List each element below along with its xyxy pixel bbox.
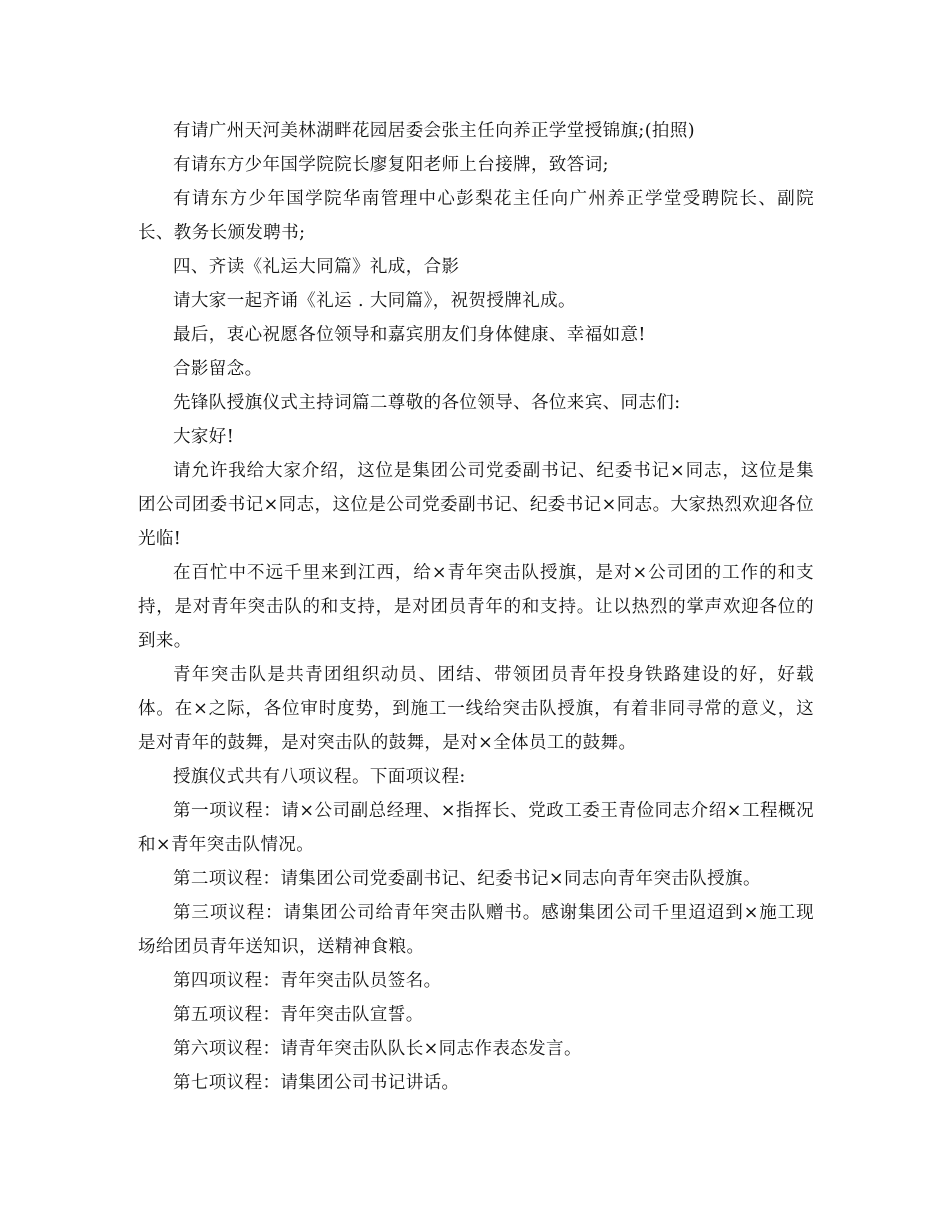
agenda-item: 第三项议程：请集团公司给青年突击队赠书。感谢集团公司千里迢迢到×施工现场给团员青年送知识，送精神食粮。 xyxy=(138,903,814,957)
paragraph: 四、齐读《礼运大同篇》礼成，合影 xyxy=(173,257,460,277)
agenda-item: 第七项议程：请集团公司书记讲话。 xyxy=(173,1073,460,1093)
paragraph: 授旗仪式共有八项议程。下面项议程: xyxy=(173,767,466,787)
agenda-item: 第五项议程：青年突击队宣誓。 xyxy=(173,1005,424,1025)
paragraph: 青年突击队是共青团组织动员、团结、带领团员青年投身铁路建设的好，好载体。在×之际，各位审时度势，到施工一线给突击队授旗，有着非同寻常的意义，这是对青年的鼓舞，是对突击队的鼓舞，是对×全体员工的鼓舞。 xyxy=(138,665,814,753)
paragraph: 合影留念。 xyxy=(173,359,263,379)
agenda-item: 第一项议程：请×公司副总经理、×指挥长、党政工委王青俭同志介绍×工程概况和×青年突击队情况。 xyxy=(138,801,814,855)
paragraph: 请允许我给大家介绍，这位是集团公司党委副书记、纪委书记×同志，这位是集团公司团委书记×同志，这位是公司党委副书记、纪委书记×同志。大家热烈欢迎各位光临! xyxy=(138,461,814,549)
paragraph: 有请广州天河美林湖畔花园居委会张主任向养正学堂授锦旗;(拍照) xyxy=(173,121,695,141)
agenda-item: 第二项议程：请集团公司党委副书记、纪委书记×同志向青年突击队授旗。 xyxy=(173,869,761,889)
agenda-item: 第六项议程：请青年突击队队长×同志作表态发言。 xyxy=(173,1039,582,1059)
section-heading: 先锋队授旗仪式主持词篇二尊敬的各位领导、各位来宾、同志们: xyxy=(173,393,681,413)
paragraph: 在百忙中不远千里来到江西，给×青年突击队授旗，是对×公司团的工作的和支持，是对青年突击队的和支持，是对团员青年的和支持。让以热烈的掌声欢迎各位的到来。 xyxy=(138,563,814,651)
paragraph: 有请东方少年国学院院长廖复阳老师上台接牌，致答词; xyxy=(173,155,609,175)
paragraph: 最后，衷心祝愿各位领导和嘉宾朋友们身体健康、幸福如意! xyxy=(173,325,646,345)
paragraph: 请大家一起齐诵《礼运 . 大同篇》，祝贺授牌礼成。 xyxy=(173,291,576,311)
paragraph: 有请东方少年国学院华南管理中心彭梨花主任向广州养正学堂受聘院长、副院长、教务长颁发聘书; xyxy=(138,189,814,243)
document-body xyxy=(138,114,814,1100)
agenda-item: 第四项议程：青年突击队员签名。 xyxy=(173,971,442,991)
paragraph: 大家好! xyxy=(173,427,235,447)
